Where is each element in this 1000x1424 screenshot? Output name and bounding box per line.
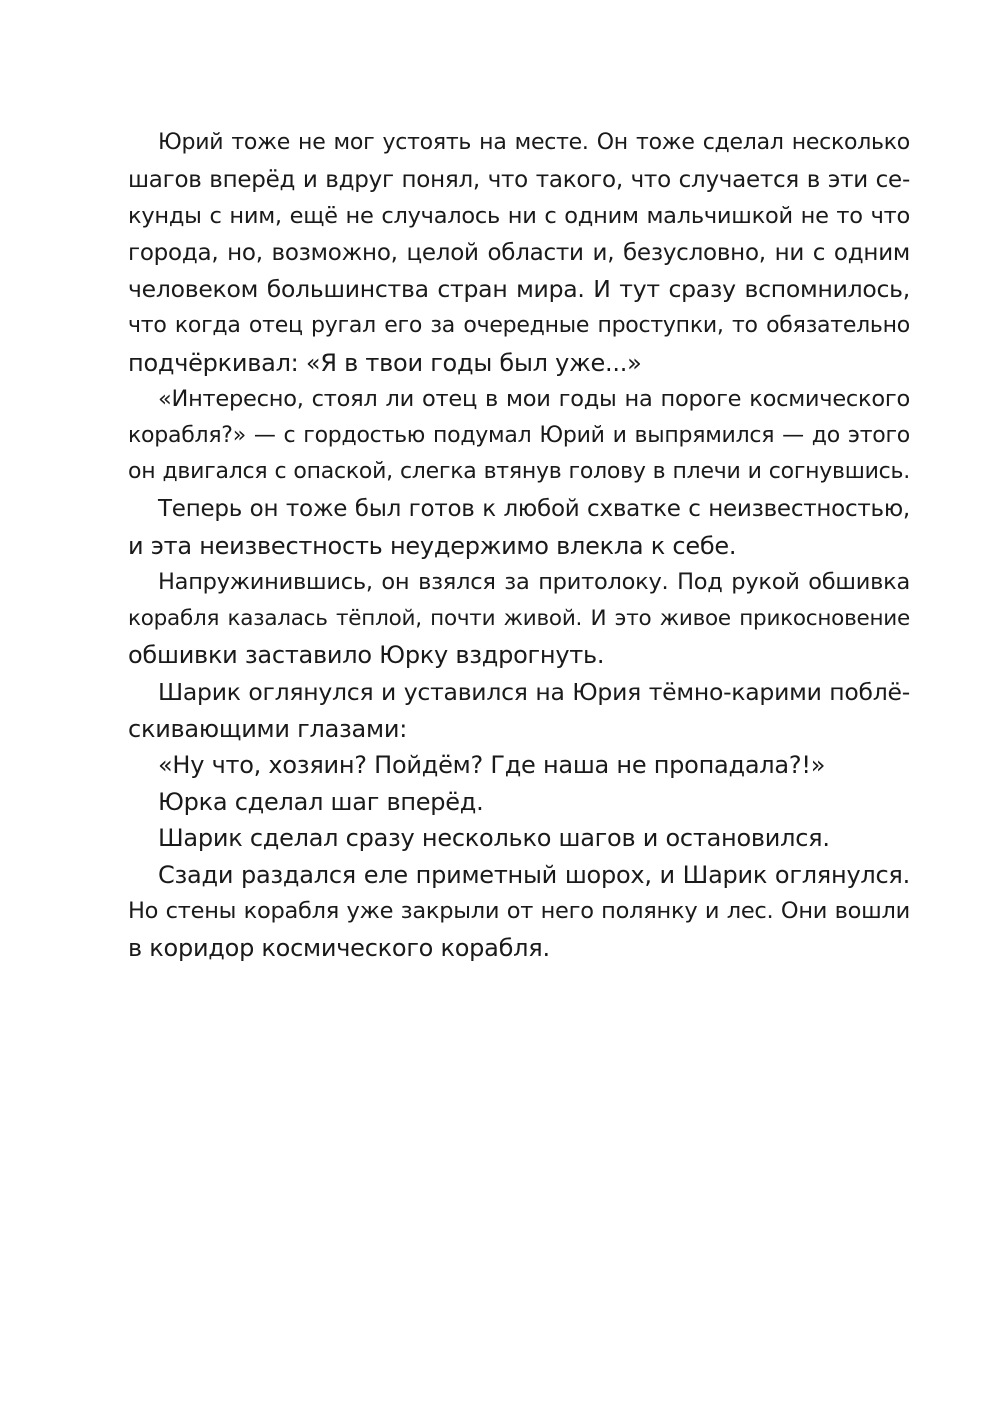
text-line: корабля?» — с гордостью подумал Юрий и выпрямился — до этого — [128, 422, 910, 448]
text-line: Шарик сделал сразу несколько шагов и остановился. — [158, 824, 830, 853]
text-line: человеком большинства стран мира. И тут сразу вспомнилось, — [128, 275, 910, 304]
text-line: Напружинившись, он взялся за притолоку. Под рукой обшивка — [158, 569, 910, 596]
text-line: «Интересно, стоял ли отец в мои годы на пороге космического — [158, 386, 910, 413]
text-line: шагов вперёд и вдруг понял, что такого, что случается в эти се- — [128, 166, 910, 193]
text-line: Теперь он тоже был готов к любой схватке с неизвестностью, — [158, 495, 910, 522]
body-text — [128, 125, 910, 967]
text-line: Сзади раздался еле приметный шорох, и Шарик оглянулся. — [158, 860, 910, 889]
text-line: корабля казалась тёплой, почти живой. И это живое прикосновение — [128, 605, 910, 631]
text-line: Но стены корабля уже закрыли от него полянку и лес. Они вошли — [128, 898, 910, 925]
text-line: в коридор космического корабля. — [128, 934, 550, 963]
text-line: подчёркивал: «Я в твои годы был уже...» — [128, 348, 642, 377]
text-line: обшивки заставило Юрку вздрогнуть. — [128, 641, 605, 670]
text-line: Шарик оглянулся и уставился на Юрия тёмно-карими поблё- — [158, 677, 910, 706]
text-line: Юрий тоже не мог устоять на месте. Он тоже сделал несколько — [158, 130, 910, 155]
text-line: что когда отец ругал его за очередные проступки, то обязательно — [128, 312, 910, 338]
text-line: скивающими глазами: — [128, 714, 408, 743]
text-line: города, но, возможно, целой области и, безусловно, ни с одним — [128, 239, 910, 266]
text-line: и эта неизвестность неудержимо влекла к себе. — [128, 531, 737, 560]
text-line: Юрка сделал шаг вперёд. — [158, 787, 484, 816]
text-line: он двигался с опаской, слегка втянув голову в плечи и согнувшись. — [128, 459, 910, 485]
text-line: кунды с ним, ещё не случалось ни с одним мальчишкой не то что — [128, 203, 910, 230]
text-line: «Ну что, хозяин? Пойдём? Где наша не пропадала?!» — [158, 751, 826, 780]
